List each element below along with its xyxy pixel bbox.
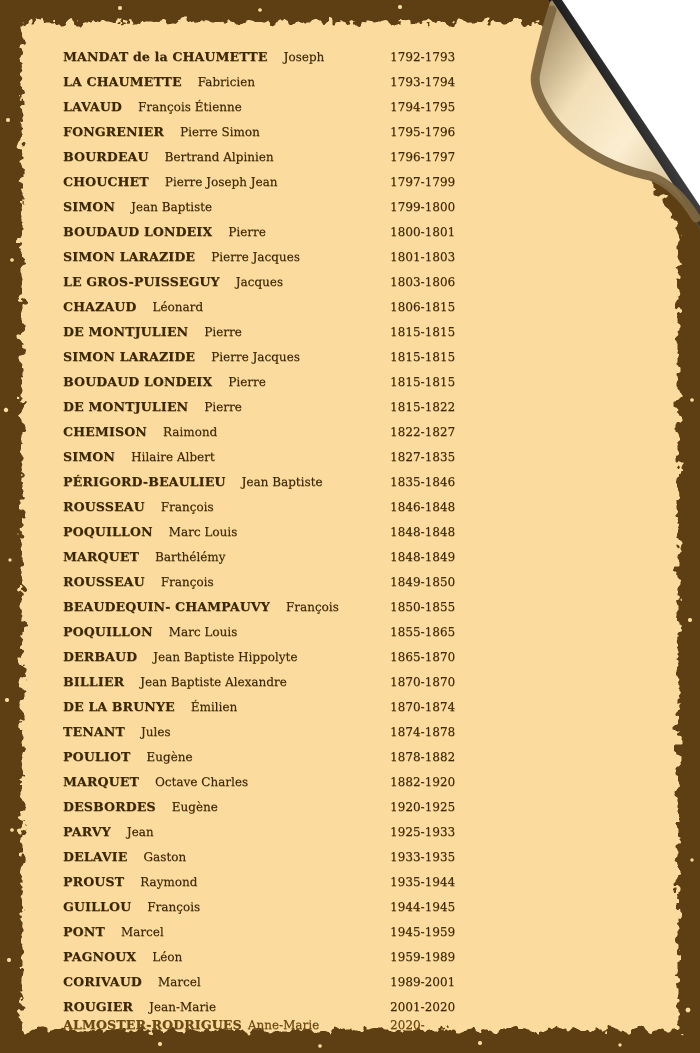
mayor-term-years: 1795-1796	[390, 125, 456, 139]
mayor-firstname: Barthélémy	[154, 550, 226, 564]
mayor-surname: CHAZAUD	[63, 299, 137, 314]
mayor-surname: ROUGIER	[63, 999, 134, 1014]
mayor-surname: BOUDAUD LONDEIX	[63, 374, 213, 389]
mayor-surname: DE MONTJULIEN	[63, 324, 189, 339]
mayor-surname: BILLIER	[63, 674, 125, 689]
mayor-firstname: Jean Baptiste Hippolyte	[153, 650, 298, 664]
mayor-row	[63, 622, 463, 647]
mayor-term-years: 1944-1945	[390, 900, 456, 914]
mayor-term-years: 1803-1806	[390, 275, 456, 289]
mayor-term-years: 1796-1797	[390, 150, 456, 164]
mayor-term-years: 1849-1850	[390, 575, 456, 589]
mayor-term-years: 1989-2001	[390, 975, 456, 989]
mayor-firstname: Marcel	[157, 975, 201, 989]
mayor-term-years: 1945-1959	[390, 925, 456, 939]
mayor-firstname: Léonard	[152, 300, 204, 314]
mayor-surname: PÉRIGORD-BEAULIEU	[63, 474, 226, 489]
mayor-row	[63, 172, 463, 197]
mayor-term-years: 1797-1799	[390, 175, 456, 189]
mayor-term-years: 1882-1920	[390, 775, 456, 789]
mayor-firstname: Marc Louis	[168, 625, 238, 639]
mayor-term-years: 1799-1800	[390, 200, 456, 214]
mayor-surname: BEAUDEQUIN- CHAMPAUVY	[63, 599, 270, 614]
mayor-row	[63, 647, 463, 672]
mayor-firstname: François	[160, 500, 214, 514]
mayor-row	[63, 147, 463, 172]
mayor-surname: POULIOT	[63, 749, 131, 764]
mayor-row	[63, 122, 463, 147]
mayor-row	[63, 922, 463, 947]
mayor-row	[63, 372, 463, 397]
mayor-term-years: 1827-1835	[390, 450, 456, 464]
mayor-firstname: Jules	[140, 725, 171, 739]
mayor-term-years: 1848-1848	[390, 525, 456, 539]
mayor-term-years: 1933-1935	[390, 850, 456, 864]
mayor-firstname: François	[147, 900, 201, 914]
mayor-term-years: 1800-1801	[390, 225, 456, 239]
mayor-row	[63, 847, 463, 872]
mayor-firstname: Eugène	[146, 750, 193, 764]
mayor-row	[63, 422, 463, 447]
mayor-row	[63, 97, 463, 122]
mayor-surname: DERBAUD	[63, 649, 138, 664]
mayor-row	[63, 797, 463, 822]
mayor-row	[63, 497, 463, 522]
mayor-term-years: 1855-1865	[390, 625, 456, 639]
mayor-row	[63, 572, 463, 597]
mayor-row	[63, 272, 463, 297]
mayor-firstname: François	[285, 600, 339, 614]
mayor-row	[63, 872, 463, 897]
mayor-row	[63, 1015, 463, 1033]
mayor-surname: SIMON LARAZIDE	[63, 249, 196, 264]
mayor-surname: ROUSSEAU	[63, 574, 145, 589]
mayor-row	[63, 747, 463, 772]
mayor-surname: LE GROS-PUISSEGUY	[63, 274, 220, 289]
mayor-surname: PAGNOUX	[63, 949, 137, 964]
mayor-surname: PROUST	[63, 874, 125, 889]
mayor-term-years: 1815-1822	[390, 400, 456, 414]
mayor-firstname: Octave Charles	[154, 775, 249, 789]
mayor-firstname: Pierre	[228, 375, 266, 389]
mayor-surname: LA CHAUMETTE	[63, 74, 182, 89]
mayor-surname: POQUILLON	[63, 524, 153, 539]
mayor-surname: LAVAUD	[63, 99, 122, 114]
mayor-surname: POQUILLON	[63, 624, 153, 639]
mayor-surname: PONT	[63, 924, 105, 939]
mayor-firstname: Pierre	[228, 225, 266, 239]
mayor-surname: BOUDAUD LONDEIX	[63, 224, 213, 239]
mayor-surname: ALMOSTER-RODRIGUES	[63, 1017, 242, 1032]
mayor-firstname: Jean Baptiste	[241, 475, 323, 489]
mayor-surname: MANDAT de la CHAUMETTE	[63, 49, 268, 64]
mayor-term-years: 1835-1846	[390, 475, 456, 489]
mayor-row	[63, 772, 463, 797]
mayor-firstname: Marc Louis	[168, 525, 238, 539]
mayor-surname: BOURDEAU	[63, 149, 149, 164]
mayor-row	[63, 347, 463, 372]
mayor-term-years: 1878-1882	[390, 750, 456, 764]
mayor-surname: PARVY	[63, 824, 111, 839]
mayor-row	[63, 822, 463, 847]
mayor-term-years: 1865-1870	[390, 650, 456, 664]
mayor-row	[63, 72, 463, 97]
mayor-row	[63, 247, 463, 272]
mayor-surname: CHEMISON	[63, 424, 147, 439]
mayor-term-years: 1848-1849	[390, 550, 456, 564]
mayor-row	[63, 222, 463, 247]
mayor-term-years: 1793-1794	[390, 75, 456, 89]
mayor-term-years: 1815-1815	[390, 325, 456, 339]
mayors-list	[63, 47, 463, 1033]
mayor-term-years: 1959-1989	[390, 950, 456, 964]
mayor-firstname: François	[160, 575, 214, 589]
mayor-surname: GUILLOU	[63, 899, 132, 914]
mayor-firstname: Marcel	[120, 925, 164, 939]
mayor-firstname: Pierre Jacques	[211, 250, 300, 264]
mayor-term-years: 1806-1815	[390, 300, 456, 314]
mayor-surname: CHOUCHET	[63, 174, 149, 189]
mayor-row	[63, 197, 463, 222]
mayor-firstname: Eugène	[171, 800, 218, 814]
mayor-surname: MARQUET	[63, 549, 139, 564]
mayor-firstname: François Étienne	[137, 100, 242, 114]
mayor-surname: TENANT	[63, 724, 125, 739]
mayor-firstname: Pierre Joseph Jean	[164, 175, 278, 189]
mayor-firstname: Pierre Jacques	[211, 350, 300, 364]
mayor-term-years: 1846-1848	[390, 500, 456, 514]
mayor-surname: SIMON	[63, 199, 116, 214]
mayor-row	[63, 47, 463, 72]
mayor-surname: ROUSSEAU	[63, 499, 145, 514]
mayor-row	[63, 522, 463, 547]
mayor-term-years: 2020-	[390, 1018, 425, 1032]
mayor-term-years: 1874-1878	[390, 725, 456, 739]
mayor-row	[63, 397, 463, 422]
mayor-firstname: Jean	[126, 825, 154, 839]
mayor-firstname: Raymond	[140, 875, 198, 889]
mayor-firstname: Jacques	[235, 275, 284, 289]
mayor-firstname: Émilien	[190, 700, 238, 714]
mayor-term-years: 1815-1815	[390, 375, 456, 389]
mayor-surname: DE LA BRUNYE	[63, 699, 175, 714]
mayor-row	[63, 672, 463, 697]
mayor-row	[63, 547, 463, 572]
mayor-term-years: 1794-1795	[390, 100, 456, 114]
mayor-firstname: Gaston	[143, 850, 187, 864]
mayor-firstname: Raimond	[162, 425, 218, 439]
mayor-term-years: 1925-1933	[390, 825, 456, 839]
mayor-firstname: Pierre Simon	[179, 125, 260, 139]
mayor-term-years: 1822-1827	[390, 425, 456, 439]
mayor-term-years: 1870-1870	[390, 675, 456, 689]
mayor-term-years: 1850-1855	[390, 600, 456, 614]
mayor-row	[63, 697, 463, 722]
mayor-term-years: 2001-2020	[390, 1000, 456, 1014]
mayor-firstname: Jean Baptiste Alexandre	[140, 675, 287, 689]
mayor-firstname: Joseph	[283, 50, 325, 64]
mayor-term-years: 1870-1874	[390, 700, 456, 714]
mayor-firstname: Jean Baptiste	[131, 200, 213, 214]
mayor-firstname: Pierre	[204, 325, 242, 339]
mayor-firstname: Anne-Marie	[247, 1018, 320, 1032]
mayor-term-years: 1815-1815	[390, 350, 456, 364]
mayor-firstname: Jean-Marie	[149, 1000, 216, 1014]
mayor-term-years: 1935-1944	[390, 875, 456, 889]
mayor-row	[63, 322, 463, 347]
mayor-surname: DELAVIE	[63, 849, 128, 864]
mayor-firstname: Pierre	[204, 400, 242, 414]
mayor-row	[63, 947, 463, 972]
mayor-firstname: Hilaire Albert	[131, 450, 215, 464]
mayor-surname: DESBORDES	[63, 799, 156, 814]
mayor-surname: MARQUET	[63, 774, 139, 789]
mayor-row	[63, 597, 463, 622]
mayor-firstname: Fabricien	[197, 75, 255, 89]
mayor-firstname: Léon	[152, 950, 183, 964]
mayor-surname: CORIVAUD	[63, 974, 142, 989]
mayor-surname: SIMON LARAZIDE	[63, 349, 196, 364]
mayor-row	[63, 447, 463, 472]
mayor-term-years: 1792-1793	[390, 50, 456, 64]
mayor-surname: DE MONTJULIEN	[63, 399, 189, 414]
mayor-term-years: 1801-1803	[390, 250, 456, 264]
mayor-term-years: 1920-1925	[390, 800, 456, 814]
mayor-row	[63, 297, 463, 322]
mayor-row	[63, 472, 463, 497]
mayor-surname: FONGRENIER	[63, 124, 164, 139]
mayor-row	[63, 722, 463, 747]
mayor-surname: SIMON	[63, 449, 116, 464]
mayor-row	[63, 972, 463, 997]
mayor-row	[63, 897, 463, 922]
mayor-firstname: Bertrand Alpinien	[164, 150, 274, 164]
